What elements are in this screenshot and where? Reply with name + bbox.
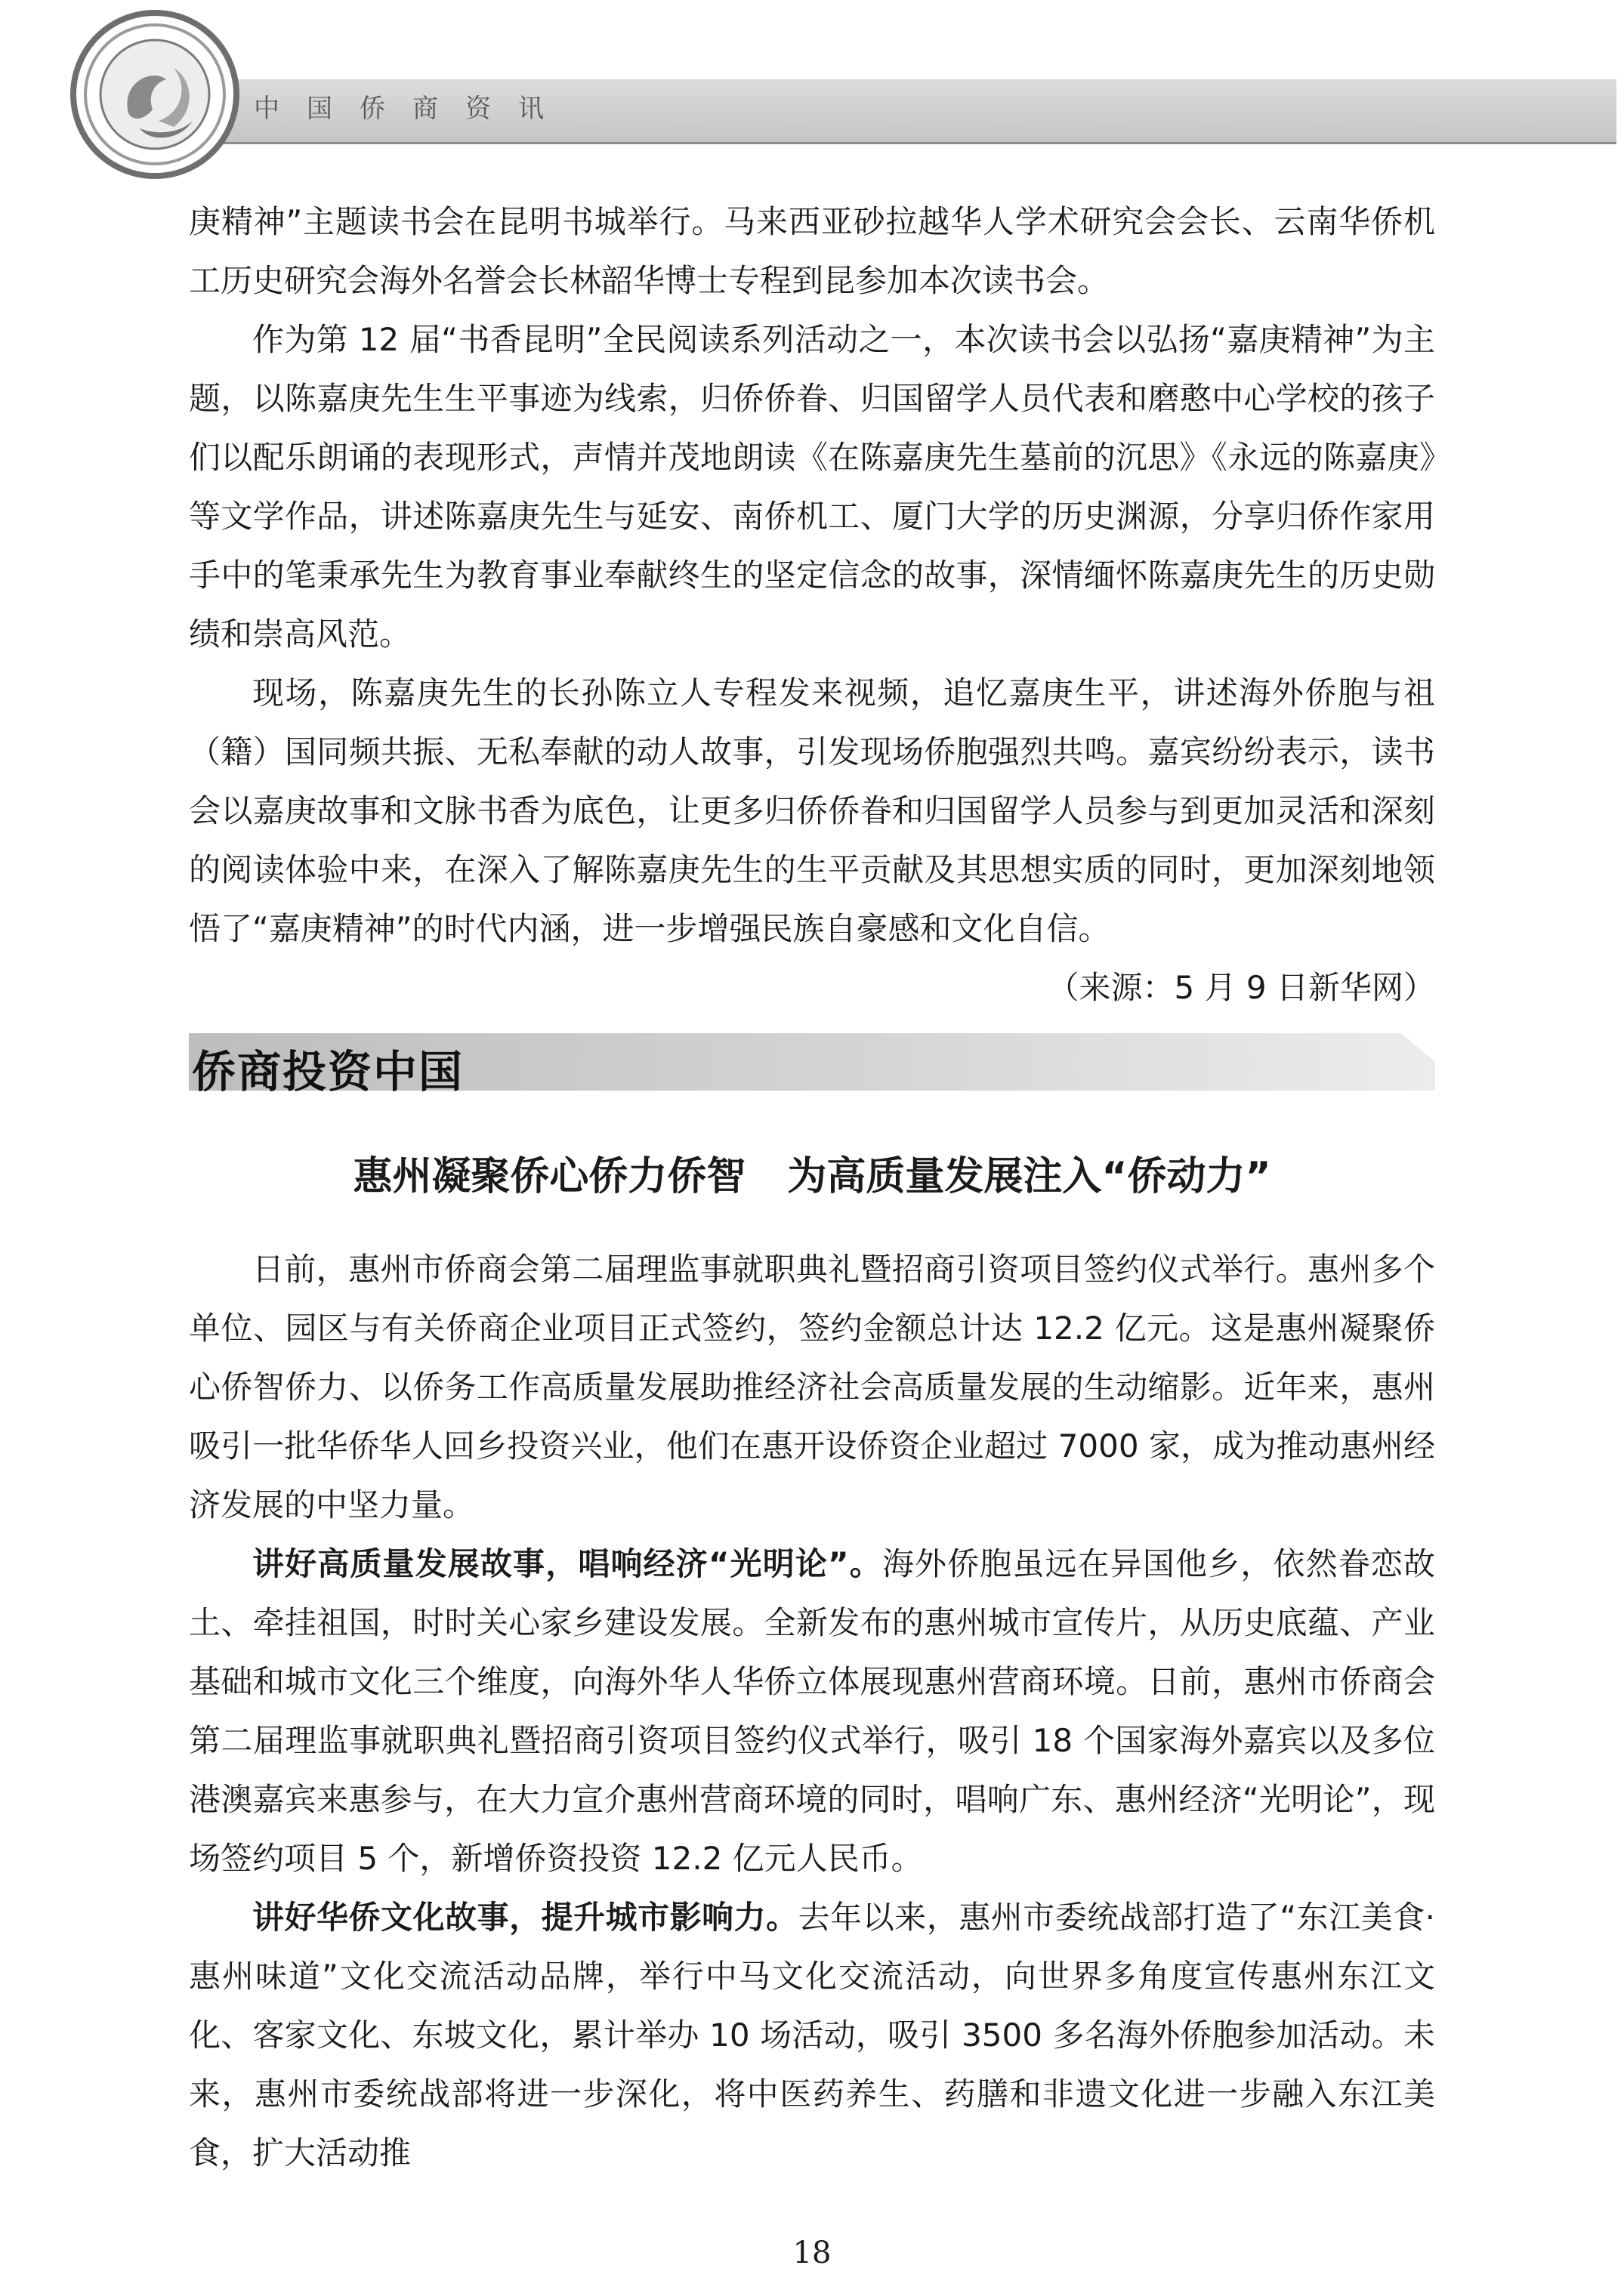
paragraph-text: 去年以来，惠州市委统战部打造了“东江美食·惠州味道”文化交流活动品牌，举行中马文化交流活动，向世界多角度宣传惠州东江文化、客家文化、东坡文化，累计举办 10 场活动，吸引 3500 多名海外侨胞参加活动。未来，惠州市委统战部将进一步深化，将中医药养生、药膳和非遗文化进一步融入东江美食，扩大活动推 <box>189 1899 1435 2171</box>
article-title-part2: 为高质量发展注入“侨动力” <box>787 1154 1271 1199</box>
paragraph-lead: 讲好高质量发展故事，唱响经济“光明论”。 <box>252 1545 882 1582</box>
logo-icon <box>68 8 242 181</box>
paragraph-lead: 讲好华侨文化故事，提升城市影响力。 <box>252 1899 798 1936</box>
paragraph: 庚精神”主题读书会在昆明书城举行。马来西亚砂拉越华人学术研究会会长、云南华侨机工历史研究会海外名誉会长林韶华博士专程到昆参加本次读书会。 <box>189 203 1435 299</box>
article-body <box>189 1240 1435 2183</box>
section-heading <box>189 1033 1435 1097</box>
article-title <box>189 1144 1435 1201</box>
paragraph <box>189 1888 1435 2183</box>
source-credit: （来源：5 月 9 日新华网） <box>1047 969 1435 1006</box>
paragraph-text: 海外侨胞虽远在异国他乡，依然眷恋故土、牵挂祖国，时时关心家乡建设发展。全新发布的惠州城市宣传片，从历史底蕴、产业基础和城市文化三个维度，向海外华人华侨立体展现惠州营商环境。日前，惠州市侨商会第二届理监事就职典礼暨招商引资项目签约仪式举行，吸引 18 个国家海外嘉宾以及多位港澳嘉宾来惠参与，在大力宣介惠州营商环境的同时，唱响广东、惠州经济“光明论”，现场签约项目 5 个，新增侨资投资 12.2 亿元人民币。 <box>189 1545 1435 1877</box>
paragraph: 日前，惠州市侨商会第二届理监事就职典礼暨招商引资项目签约仪式举行。惠州多个单位、园区与有关侨商企业项目正式签约，签约金额总计达 12.2 亿元。这是惠州凝聚侨心侨智侨力、以侨务工作高质量发展助推经济社会高质量发展的生动缩影。近年来，惠州吸引一批华侨华人回乡投资兴业，他们在惠开设侨资企业超过 7000 家，成为推动惠州经济发展的中坚力量。 <box>189 1251 1435 1523</box>
section-title: 侨商投资中国 <box>192 1046 465 1097</box>
paragraph <box>189 1535 1435 1888</box>
paragraph: 作为第 12 届“书香昆明”全民阅读系列活动之一，本次读书会以弘扬“嘉庚精神”为主题，以陈嘉庚先生生平事迹为线索，归侨侨眷、归国留学人员代表和磨憨中心学校的孩子们以配乐朗诵的表现形式，声情并茂地朗读《在陈嘉庚先生墓前的沉思》《永远的陈嘉庚》等文学作品，讲述陈嘉庚先生与延安、南侨机工、厦门大学的历史渊源，分享归侨作家用手中的笔秉承先生为教育事业奉献终生的坚定信念的故事，深情缅怀陈嘉庚先生的历史勋绩和崇高风范。 <box>189 321 1435 653</box>
header-title: 中国侨商资讯 <box>254 94 571 124</box>
paragraph: 现场，陈嘉庚先生的长孙陈立人专程发来视频，追忆嘉庚生平，讲述海外侨胞与祖（籍）国同频共振、无私奉献的动人故事，引发现场侨胞强烈共鸣。嘉宾纷纷表示，读书会以嘉庚故事和文脉书香为底色，让更多归侨侨眷和归国留学人员参与到更加灵活和深刻的阅读体验中来，在深入了解陈嘉庚先生的生平贡献及其思想实质的同时，更加深刻地领悟了“嘉庚精神”的时代内涵，进一步增强民族自豪感和文化自信。 <box>189 674 1435 947</box>
article-title-part1: 惠州凝聚侨心侨力侨智 <box>353 1154 746 1199</box>
source-line <box>189 958 1435 1017</box>
upper-article <box>189 193 1435 1017</box>
page-number: 18 <box>792 2236 832 2270</box>
header-rule <box>196 142 1616 144</box>
